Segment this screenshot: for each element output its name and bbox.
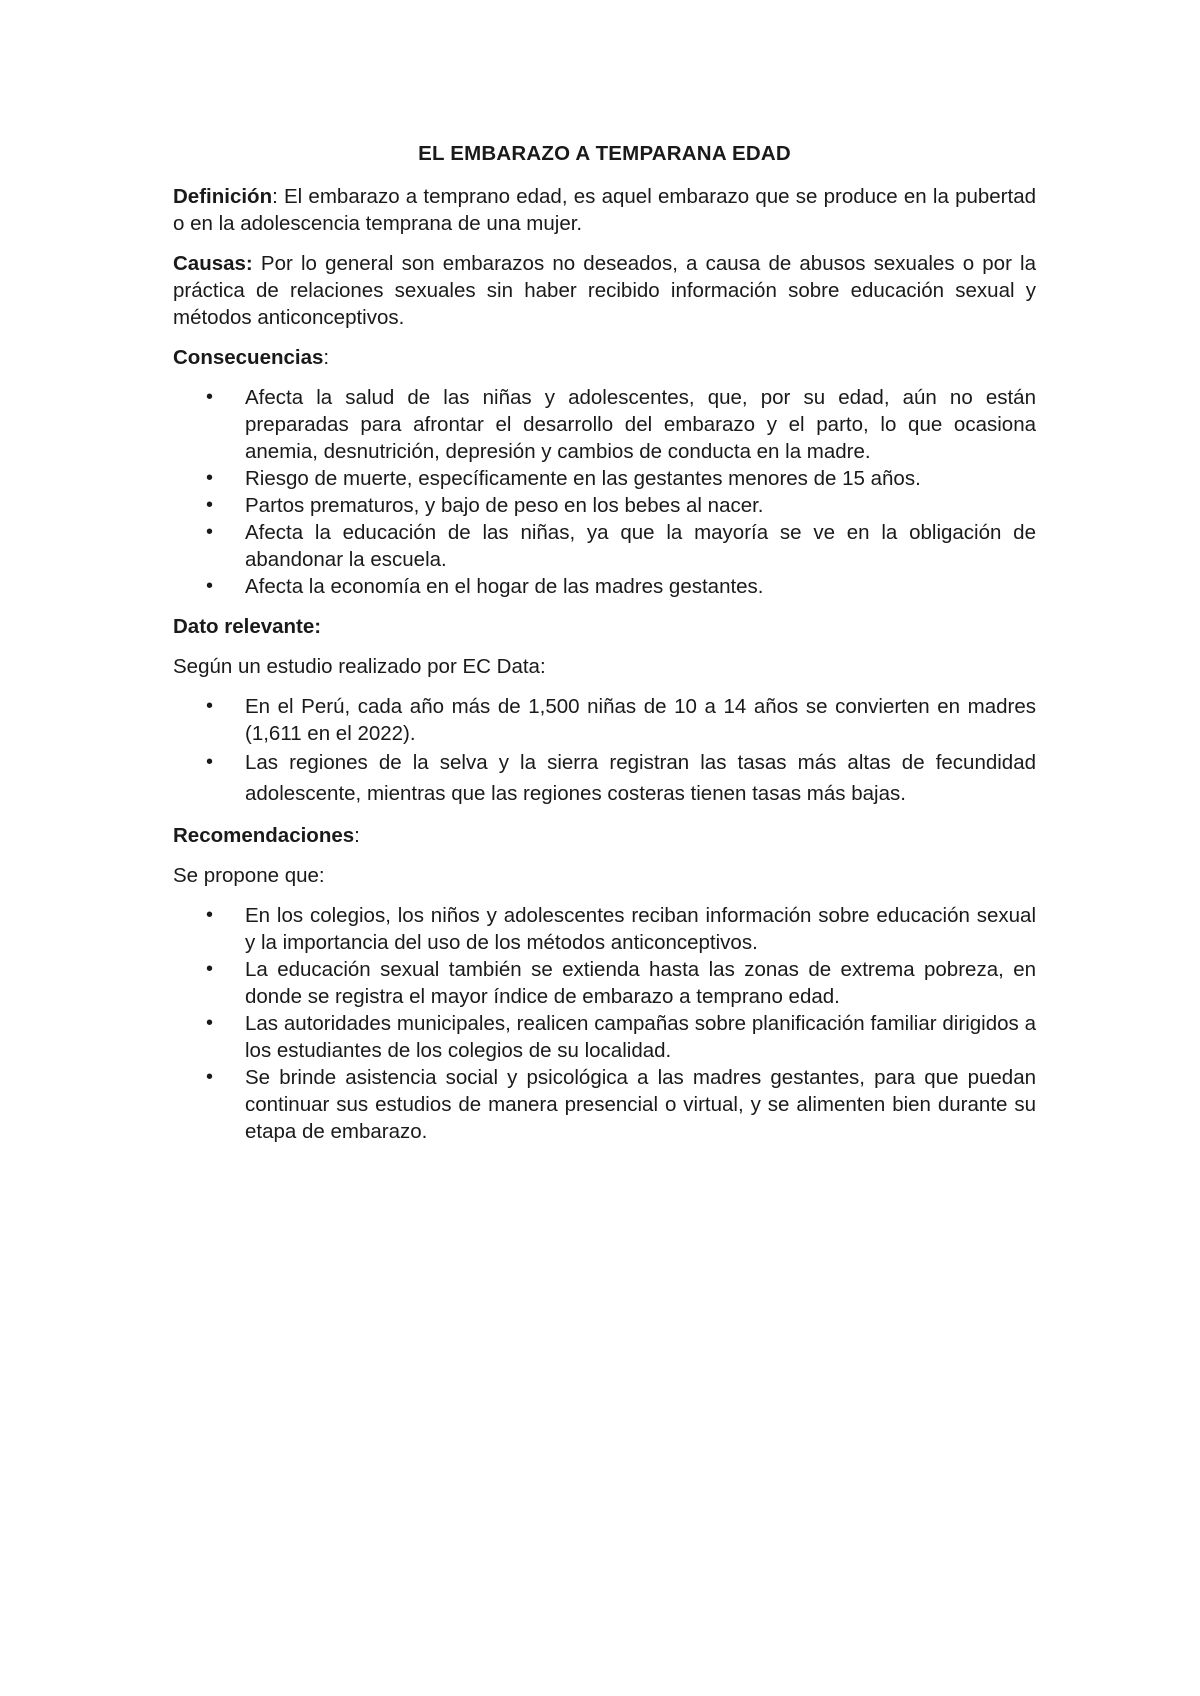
list-item: [173, 519, 1036, 573]
definition-text: : El embarazo a temprano edad, es aquel embarazo que se produce en la pubertad o en la adolescencia temprana de una mujer.: [173, 185, 1036, 235]
list-item-text: En el Perú, cada año más de 1,500 niñas de 10 a 14 años se convierten en madres (1,611 en el 2022).: [245, 695, 1036, 745]
list-item-text: Riesgo de muerte, específicamente en las gestantes menores de 15 años.: [245, 467, 921, 490]
consequences-heading: [173, 344, 1036, 371]
list-item-text: Afecta la salud de las niñas y adolescentes, que, por su edad, aún no están preparadas para afrontar el desarrollo del embarazo y el parto, lo que ocasiona anemia, desnutrición, depresión y cambios de conducta en la madre.: [245, 386, 1036, 463]
bullet-icon: •: [206, 904, 214, 926]
recommendations-label: Recomendaciones: [173, 824, 355, 847]
list-item-text: Las autoridades municipales, realicen campañas sobre planificación familiar dirigidos a los estudiantes de los colegios de su localidad.: [245, 1012, 1036, 1062]
bullet-icon: •: [206, 467, 214, 489]
consequences-label: Consecuencias: [173, 346, 324, 369]
relevant-data-heading: [173, 613, 1036, 640]
bullet-icon: •: [206, 1012, 214, 1034]
list-item-text: Partos prematuros, y bajo de peso en los bebes al nacer.: [245, 494, 764, 517]
bullet-icon: •: [206, 521, 214, 543]
list-item: [173, 902, 1036, 956]
recommendations-suffix: :: [354, 824, 360, 847]
list-item-text: En los colegios, los niños y adolescentes reciban información sobre educación sexual y la importancia del uso de los métodos anticonceptivos.: [245, 904, 1036, 954]
consequences-list: [173, 384, 1036, 600]
bullet-icon: •: [206, 695, 214, 717]
bullet-icon: •: [206, 386, 214, 408]
list-item: [173, 1010, 1036, 1064]
list-item: [173, 573, 1036, 600]
document-page: [173, 140, 1036, 1158]
causes-label: Causas:: [173, 252, 253, 275]
consequences-suffix: :: [323, 346, 330, 369]
bullet-icon: •: [206, 958, 214, 980]
list-item: [173, 465, 1036, 492]
list-item: [173, 1064, 1036, 1145]
list-item: [173, 956, 1036, 1010]
recommendations-intro: Se propone que:: [173, 864, 325, 887]
relevant-data-list: [173, 693, 1036, 809]
bullet-icon: •: [206, 1066, 214, 1088]
list-item-text: Se brinde asistencia social y psicológica a las madres gestantes, para que puedan continuar sus estudios de manera presencial o virtual, y se alimenten bien durante su etapa de embarazo.: [245, 1066, 1036, 1143]
causes-text: Por lo general son embarazos no deseados, a causa de abusos sexuales o por la práctica de relaciones sexuales sin haber recibido información sobre educación sexual y métodos anticonceptivos.: [173, 252, 1036, 329]
list-item-text: Las regiones de la selva y la sierra registran las tasas más altas de fecundidad adolescente, mientras que las regiones costeras tienen tasas más bajas.: [245, 751, 1036, 805]
definition-paragraph: [173, 183, 1036, 237]
bullet-icon: •: [206, 575, 214, 597]
definition-label: Definición: [173, 185, 273, 208]
causes-paragraph: [173, 250, 1036, 331]
list-item: [173, 693, 1036, 747]
bullet-icon: •: [206, 751, 214, 773]
list-item-text: La educación sexual también se extienda hasta las zonas de extrema pobreza, en donde se registra el mayor índice de embarazo a temprano edad.: [245, 958, 1036, 1008]
relevant-data-intro: Según un estudio realizado por EC Data:: [173, 655, 546, 678]
list-item-text: Afecta la educación de las niñas, ya que la mayoría se ve en la obligación de abandonar la escuela.: [245, 521, 1036, 571]
recommendations-list: [173, 902, 1036, 1145]
document-title: EL EMBARAZO A TEMPARANA EDAD: [418, 142, 791, 165]
list-item: [173, 747, 1036, 809]
recommendations-heading: [173, 822, 1036, 849]
list-item: [173, 492, 1036, 519]
bullet-icon: •: [206, 494, 214, 516]
list-item: [173, 384, 1036, 465]
list-item-text: Afecta la economía en el hogar de las madres gestantes.: [245, 575, 764, 598]
relevant-data-label: Dato relevante:: [173, 615, 322, 638]
